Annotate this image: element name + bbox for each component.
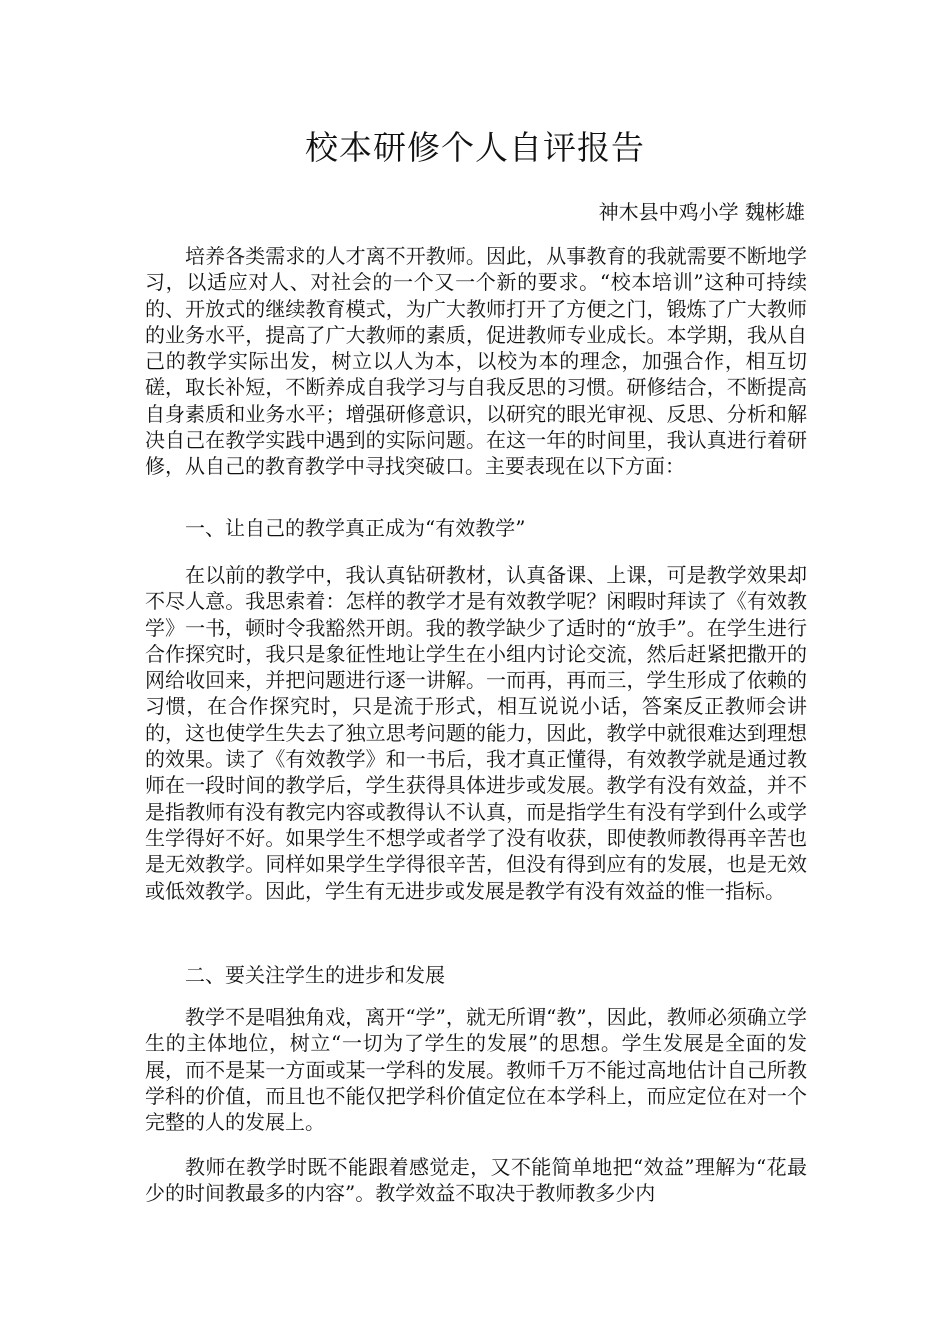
section1-paragraph: 在以前的教学中，我认真钻研教材，认真备课、上课，可是教学效果却不尽人意。我思索着：怎样的教学才是有效教学呢？闲暇时拜读了《有效教学》一书，顿时令我豁然开朗。我的教学缺少了适时的“放手”。在学生进行合作探究时，我只是象征性地让学生在小组内讨论交流，然后赶紧把撒开的网给收回来，并把问题进行逐一讲解。一而再，再而三，学生形成了依赖的习惯，在合作探究时，只是流于形式，相互说说小话，答案反正教师会讲的，这也使学生失去了独立思考问题的能力，因此，教学中就很难达到理想的效果。读了《有效教学》和一书后，我才真正懂得，有效教学就是通过教师在一段时间的教学后，学生获得具体进步或发展。教学有没有效益，并不是指教师有没有教完内容或教得认不认真，而是指学生有没有学到什么或学生学得好不好。如果学生不想学或者学了没有收获，即使教师教得再辛苦也是无效教学。同样如果学生学得很辛苦，但没有得到应有的发展，也是无效或低效教学。因此，学生有无进步或发展是教学有没有效益的惟一指标。	[145, 563, 807, 903]
section2-paragraph-a: 教学不是唱独角戏，离开“学”，就无所谓“教”，因此，教师必须确立学生的主体地位，树立“一切为了学生的发展”的思想。学生发展是全面的发展，而不是某一方面或某一学科的发展。教师千万不能过高地估计自己所教学科的价值，而且也不能仅把学科价值定位在本学科上，而应定位在对一个完整的人的发展上。	[145, 1005, 807, 1135]
section-heading-2: 二、要关注学生的进步和发展	[185, 963, 445, 987]
section-heading-1: 一、让自己的教学真正成为“有效教学”	[185, 516, 526, 540]
document-author: 神木县中鸡小学 魏彬雄	[598, 200, 805, 224]
section2-paragraph-b: 教师在教学时既不能跟着感觉走，又不能简单地把“效益”理解为“花最少的时间教最多的内容”。教学效益不取决于教师教多少内	[145, 1155, 807, 1206]
intro-paragraph: 培养各类需求的人才离不开教师。因此，从事教育的我就需要不断地学习，以适应对人、对社会的一个又一个新的要求。“校本培训”这种可持续的、开放式的继续教育模式，为广大教师打开了方便之门，锻炼了广大教师的业务水平，提高了广大教师的素质，促进教师专业成长。本学期，我从自己的教学实际出发，树立以人为本，以校为本的理念，加强合作，相互切磋，取长补短，不断养成自我学习与自我反思的习惯。研修结合，不断提高自身素质和业务水平；增强研修意识，以研究的眼光审视、反思、分析和解决自己在教学实践中遇到的实际问题。在这一年的时间里，我认真进行着研修，从自己的教育教学中寻找突破口。主要表现在以下方面：	[145, 244, 807, 479]
document-title: 校本研修个人自评报告	[305, 128, 645, 167]
